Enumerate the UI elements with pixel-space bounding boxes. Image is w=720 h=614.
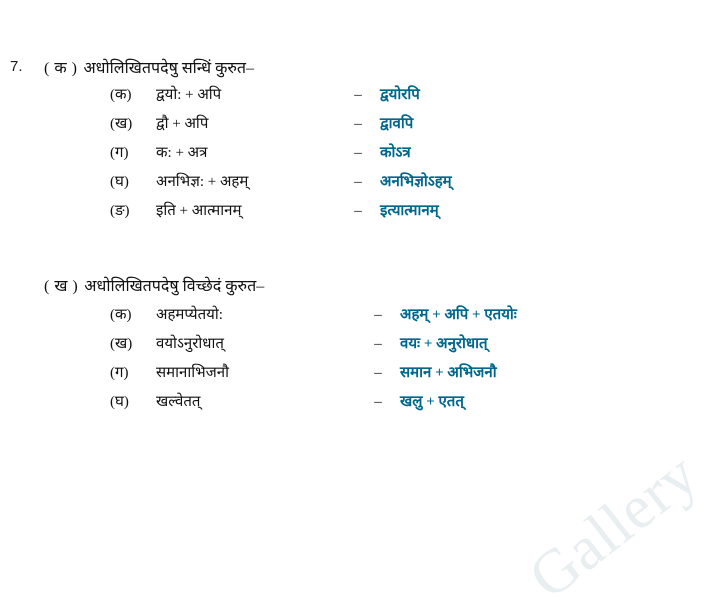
table-row bbox=[110, 308, 517, 337]
row-label: (घ) bbox=[110, 394, 129, 410]
row-dash: – bbox=[374, 394, 382, 410]
table-row bbox=[110, 117, 452, 146]
row-dash: – bbox=[354, 203, 362, 219]
row-label: (घ) bbox=[110, 174, 129, 190]
part-label-b: ( ख ) bbox=[44, 278, 79, 295]
table-row bbox=[110, 337, 517, 366]
part-heading-text-b: अधोलिखितपदेषु विच्छेदं कुरुत– bbox=[84, 278, 265, 295]
row-dash: – bbox=[374, 365, 382, 381]
row-left: द्वयो: + अपि bbox=[156, 87, 222, 103]
row-dash: – bbox=[374, 307, 382, 323]
row-right: वयः + अनुरोधात् bbox=[400, 336, 488, 352]
row-label: (ख) bbox=[110, 336, 133, 352]
table-row bbox=[110, 204, 452, 233]
row-right: अहम् + अपि + एतयोः bbox=[400, 307, 517, 323]
row-left: इति + आत्मानम् bbox=[156, 203, 242, 219]
row-right: खलु + एतत् bbox=[400, 394, 464, 410]
row-left: क: + अत्र bbox=[156, 145, 208, 161]
row-label: (ङ) bbox=[110, 203, 130, 219]
row-right: कोऽत्र bbox=[380, 145, 411, 161]
watermark-text: Gallery bbox=[516, 439, 711, 613]
table-row bbox=[110, 366, 517, 395]
row-left: द्वौ + अपि bbox=[156, 116, 209, 132]
question-number: 7. bbox=[10, 58, 23, 75]
row-dash: – bbox=[354, 174, 362, 190]
table-row bbox=[110, 88, 452, 117]
row-label: (क) bbox=[110, 307, 132, 323]
part-label-a: ( क ) bbox=[44, 60, 78, 77]
row-dash: – bbox=[354, 87, 362, 103]
row-label: (क) bbox=[110, 87, 132, 103]
row-label: (ख) bbox=[110, 116, 133, 132]
table-row bbox=[110, 175, 452, 204]
row-left: अनभिज्ञ: + अहम् bbox=[156, 174, 249, 190]
row-right: द्वावपि bbox=[380, 116, 414, 132]
row-right: समान + अभिजनौ bbox=[400, 365, 497, 381]
row-dash: – bbox=[354, 116, 362, 132]
vichheda-table bbox=[110, 308, 517, 424]
row-left: खल्वेतत् bbox=[156, 394, 201, 410]
row-label: (ग) bbox=[110, 365, 129, 381]
row-right: द्वयोरपि bbox=[380, 87, 420, 103]
row-dash: – bbox=[354, 145, 362, 161]
table-row bbox=[110, 395, 517, 424]
part-heading-a bbox=[44, 56, 254, 78]
table-row bbox=[110, 146, 452, 175]
row-left: समानाभिजनौ bbox=[156, 365, 229, 381]
row-left: वयोऽनुरोधात् bbox=[156, 336, 224, 352]
row-left: अहमप्येतयो: bbox=[156, 307, 223, 323]
row-label: (ग) bbox=[110, 145, 129, 161]
part-heading-text-a: अधोलिखितपदेषु सन्धिं कुरुत– bbox=[83, 60, 255, 77]
part-heading-b bbox=[44, 274, 264, 296]
row-dash: – bbox=[374, 336, 382, 352]
row-right: इत्यात्मानम् bbox=[380, 203, 439, 219]
row-right: अनभिज्ञोऽहम् bbox=[380, 174, 452, 190]
sandhi-table bbox=[110, 88, 452, 233]
